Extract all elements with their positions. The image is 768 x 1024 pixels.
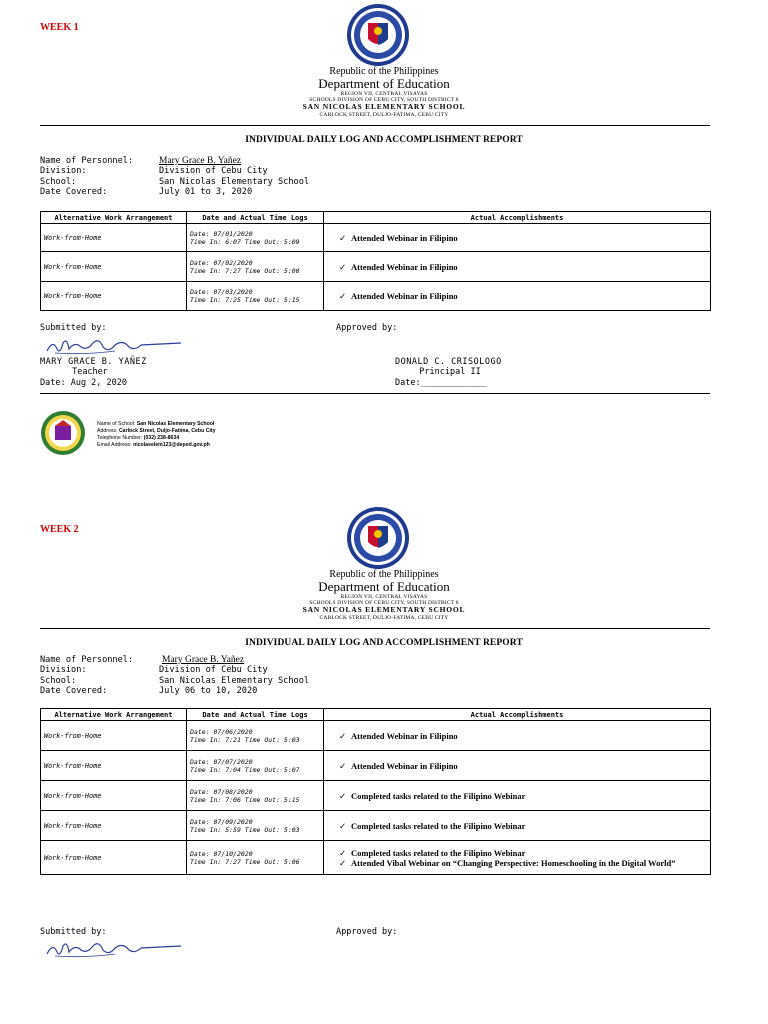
accomplishment-text: Attended Webinar in Filipino	[351, 760, 458, 771]
accomplishment-item	[327, 858, 707, 868]
table-row	[41, 252, 711, 282]
log-time: Time In: 7:25 Time Out: 5:15	[190, 296, 300, 304]
footer-divider	[40, 393, 710, 394]
accomplishment-text: Completed tasks related to the Filipino Webinar	[351, 820, 526, 831]
date-covered-label: Date Covered:	[40, 187, 108, 198]
personnel-info	[40, 655, 309, 697]
approved-by-label: Approved by:	[336, 323, 398, 333]
date-covered-value: July 01 to 3, 2020	[159, 187, 253, 198]
name-label: Name of Personnel:	[40, 156, 134, 166]
accomplishment-text: Completed tasks related to the Filipino Webinar	[351, 847, 526, 858]
accomplishment-cell	[324, 781, 711, 811]
letterhead	[0, 569, 768, 621]
table-row	[41, 751, 711, 781]
time-log-cell	[187, 751, 324, 781]
submitter-name: MARY GRACE B. YAÑEZ	[40, 357, 147, 367]
col-arrangement: Alternative Work Arrangement	[41, 212, 187, 224]
approver-name: DONALD C. CRISOLOGO	[395, 357, 502, 367]
arrangement-cell: Work-from-Home	[41, 781, 187, 811]
accomplishment-item	[327, 821, 707, 831]
division-value: Division of Cebu City	[159, 166, 268, 177]
report-title: INDIVIDUAL DAILY LOG AND ACCOMPLISHMENT REPORT	[245, 638, 523, 648]
accomplishment-text: Completed tasks related to the Filipino Webinar	[351, 790, 526, 801]
republic-text: Republic of the Philippines	[329, 569, 439, 580]
log-time: Time In: 6:07 Time Out: 5:09	[190, 237, 300, 246]
accomplishment-item	[327, 731, 707, 741]
col-arrangement: Alternative Work Arrangement	[41, 709, 187, 721]
log-time: Time In: 7:27 Time Out: 5:00	[190, 266, 300, 275]
checkmark-icon: ✓	[339, 820, 347, 831]
checkmark-icon: ✓	[339, 291, 347, 301]
address-text: CARLOCK STREET, DULJO-FATIMA, CEBU CITY	[319, 614, 449, 621]
division-label: Division:	[40, 665, 87, 676]
log-time: Time In: 7:27 Time Out: 5:06	[190, 857, 300, 866]
report-title: INDIVIDUAL DAILY LOG AND ACCOMPLISHMENT REPORT	[245, 135, 523, 145]
col-logs: Date and Actual Time Logs	[187, 709, 324, 721]
table-row	[41, 721, 711, 751]
time-log-cell	[187, 252, 324, 282]
footer-phone-value: (032) 238-8634	[143, 435, 180, 441]
date-covered-value: July 06 to 10, 2020	[159, 686, 258, 697]
department-text: Department of Education	[318, 579, 450, 594]
accomplishment-text: Attended Vibal Webinar on “Changing Perspective: Homeschooling in the Digital World”	[351, 857, 676, 868]
checkmark-icon: ✓	[339, 857, 347, 868]
footer-info	[97, 421, 216, 449]
submitted-by-label: Submitted by:	[40, 927, 107, 937]
footer-address-label: Address:	[97, 428, 118, 434]
submit-date: Date: Aug 2, 2020	[40, 378, 127, 388]
arrangement-cell: Work-from-Home	[41, 751, 187, 781]
accomplishment-text: Attended Webinar in Filipino	[351, 261, 458, 272]
signature-mark-week1	[45, 333, 185, 357]
accomplishment-cell	[324, 751, 711, 781]
footer-name-value: San Nicolas Elementary School	[136, 421, 215, 427]
checkmark-icon: ✓	[339, 730, 347, 741]
footer-phone-label: Telephone Number:	[97, 435, 143, 441]
arrangement-cell: Work-from-Home	[41, 811, 187, 841]
division-line-text: SCHOOLS DIVISION OF CEBU CITY, SOUTH DISTRICT 8	[309, 97, 459, 104]
arrangement-cell: Work-from-Home	[41, 224, 187, 252]
accomplishment-cell	[324, 224, 711, 252]
name-label: Name of Personnel:	[40, 655, 134, 665]
deped-seal-icon	[346, 506, 410, 570]
log-time: Time In: 7:06 Time Out: 5:15	[190, 795, 300, 804]
checkmark-icon: ✓	[339, 760, 347, 771]
accomplishment-cell	[324, 721, 711, 751]
footer-email-label: Email Address:	[97, 442, 132, 448]
log-date: Date: 07/10/2020	[190, 849, 253, 858]
log-date: Date: 07/06/2020	[190, 727, 253, 736]
school-logo-icon	[40, 410, 86, 456]
col-accomplishments: Actual Accomplishments	[324, 212, 711, 224]
approver-position: Principal II	[419, 367, 481, 377]
personnel-info	[40, 156, 309, 198]
accomplishment-cell	[324, 841, 711, 875]
submitted-by-label: Submitted by:	[40, 323, 107, 333]
table-row	[41, 224, 711, 252]
school-value: San Nicolas Elementary School	[159, 675, 310, 686]
log-time: Time In: 5:59 Time Out: 5:03	[190, 825, 300, 834]
department-text: Department of Education	[318, 76, 450, 91]
accomplishment-item	[327, 791, 707, 801]
col-logs: Date and Actual Time Logs	[187, 212, 324, 224]
approved-by-label: Approved by:	[336, 927, 398, 937]
school-value: San Nicolas Elementary School	[159, 176, 310, 187]
arrangement-cell: Work-from-Home	[41, 721, 187, 751]
time-log-cell	[187, 721, 324, 751]
address-text: CARLOCK STREET, DULJO-FATIMA, CEBU CITY	[319, 111, 449, 118]
table-row	[41, 282, 711, 311]
school-name-text: SAN NICOLAS ELEMENTARY SCHOOL	[302, 102, 466, 112]
time-log-cell	[187, 224, 324, 252]
division-label: Division:	[40, 166, 87, 177]
log-date: Date: 07/08/2020	[190, 787, 253, 796]
table-row	[41, 841, 711, 875]
republic-text: Republic of the Philippines	[329, 66, 439, 77]
checkmark-icon: ✓	[339, 232, 347, 243]
week-1-label: WEEK 1	[40, 22, 79, 33]
letterhead	[0, 66, 768, 118]
arrangement-cell: Work-from-Home	[41, 252, 187, 282]
footer-email-value: nicolaselem123@deped.gov.ph	[133, 442, 210, 448]
division-value: Division of Cebu City	[159, 665, 268, 676]
division-line-text: SCHOOLS DIVISION OF CEBU CITY, SOUTH DISTRICT 8	[309, 600, 459, 607]
header-divider	[40, 125, 710, 126]
arrangement-cell: Work-from-Home	[41, 841, 187, 875]
time-log-cell	[187, 282, 324, 311]
log-table-week2	[40, 708, 711, 875]
accomplishment-cell	[324, 811, 711, 841]
footer-name-label: Name of School:	[97, 421, 136, 427]
school-name-text: SAN NICOLAS ELEMENTARY SCHOOL	[302, 605, 466, 615]
accomplishment-cell	[324, 282, 711, 311]
log-date: Date: 07/01/2020	[190, 229, 253, 238]
time-log-cell	[187, 841, 324, 875]
school-label: School:	[40, 675, 77, 686]
log-date: Date: 07/07/2020	[190, 757, 253, 766]
accomplishment-item	[327, 291, 707, 301]
checkmark-icon: ✓	[339, 261, 347, 272]
accomplishment-text: Attended Webinar in Filipino	[351, 232, 458, 243]
log-date: Date: 07/03/2020	[190, 288, 253, 296]
name-value: Mary Grace B. Yañez	[162, 655, 245, 665]
accomplishment-item	[327, 262, 707, 272]
region-text: REGION VII, CENTRAL VISAYAS	[340, 91, 428, 98]
signature-mark-week2	[45, 936, 185, 960]
checkmark-icon: ✓	[339, 847, 347, 858]
submitter-position: Teacher	[72, 367, 108, 377]
log-time: Time In: 7:21 Time Out: 5:03	[190, 735, 300, 744]
log-table-week1	[40, 211, 711, 311]
checkmark-icon: ✓	[339, 790, 347, 801]
approve-date: Date:_____________	[395, 378, 488, 388]
name-value: Mary Grace B. Yañez	[159, 156, 242, 166]
arrangement-cell: Work-from-Home	[41, 282, 187, 311]
log-date: Date: 07/02/2020	[190, 258, 253, 267]
log-date: Date: 07/09/2020	[190, 817, 253, 826]
region-text: REGION VII, CENTRAL VISAYAS	[340, 594, 428, 601]
accomplishment-item	[327, 233, 707, 243]
footer-address-value: Carlock Street, Duljo-Fatima, Cebu City	[118, 428, 216, 434]
school-label: School:	[40, 176, 77, 187]
col-accomplishments: Actual Accomplishments	[324, 709, 711, 721]
table-row	[41, 811, 711, 841]
accomplishment-cell	[324, 252, 711, 282]
accomplishment-item	[327, 761, 707, 771]
time-log-cell	[187, 781, 324, 811]
accomplishment-text: Attended Webinar in Filipino	[351, 730, 458, 741]
week-2-label: WEEK 2	[40, 524, 79, 535]
log-time: Time In: 7:04 Time Out: 5:07	[190, 765, 300, 774]
accomplishment-text: Attended Webinar in Filipino	[351, 291, 458, 301]
accomplishment-item	[327, 848, 707, 858]
header-divider	[40, 628, 710, 629]
time-log-cell	[187, 811, 324, 841]
date-covered-label: Date Covered:	[40, 686, 108, 697]
deped-seal-icon	[346, 3, 410, 67]
table-row	[41, 781, 711, 811]
